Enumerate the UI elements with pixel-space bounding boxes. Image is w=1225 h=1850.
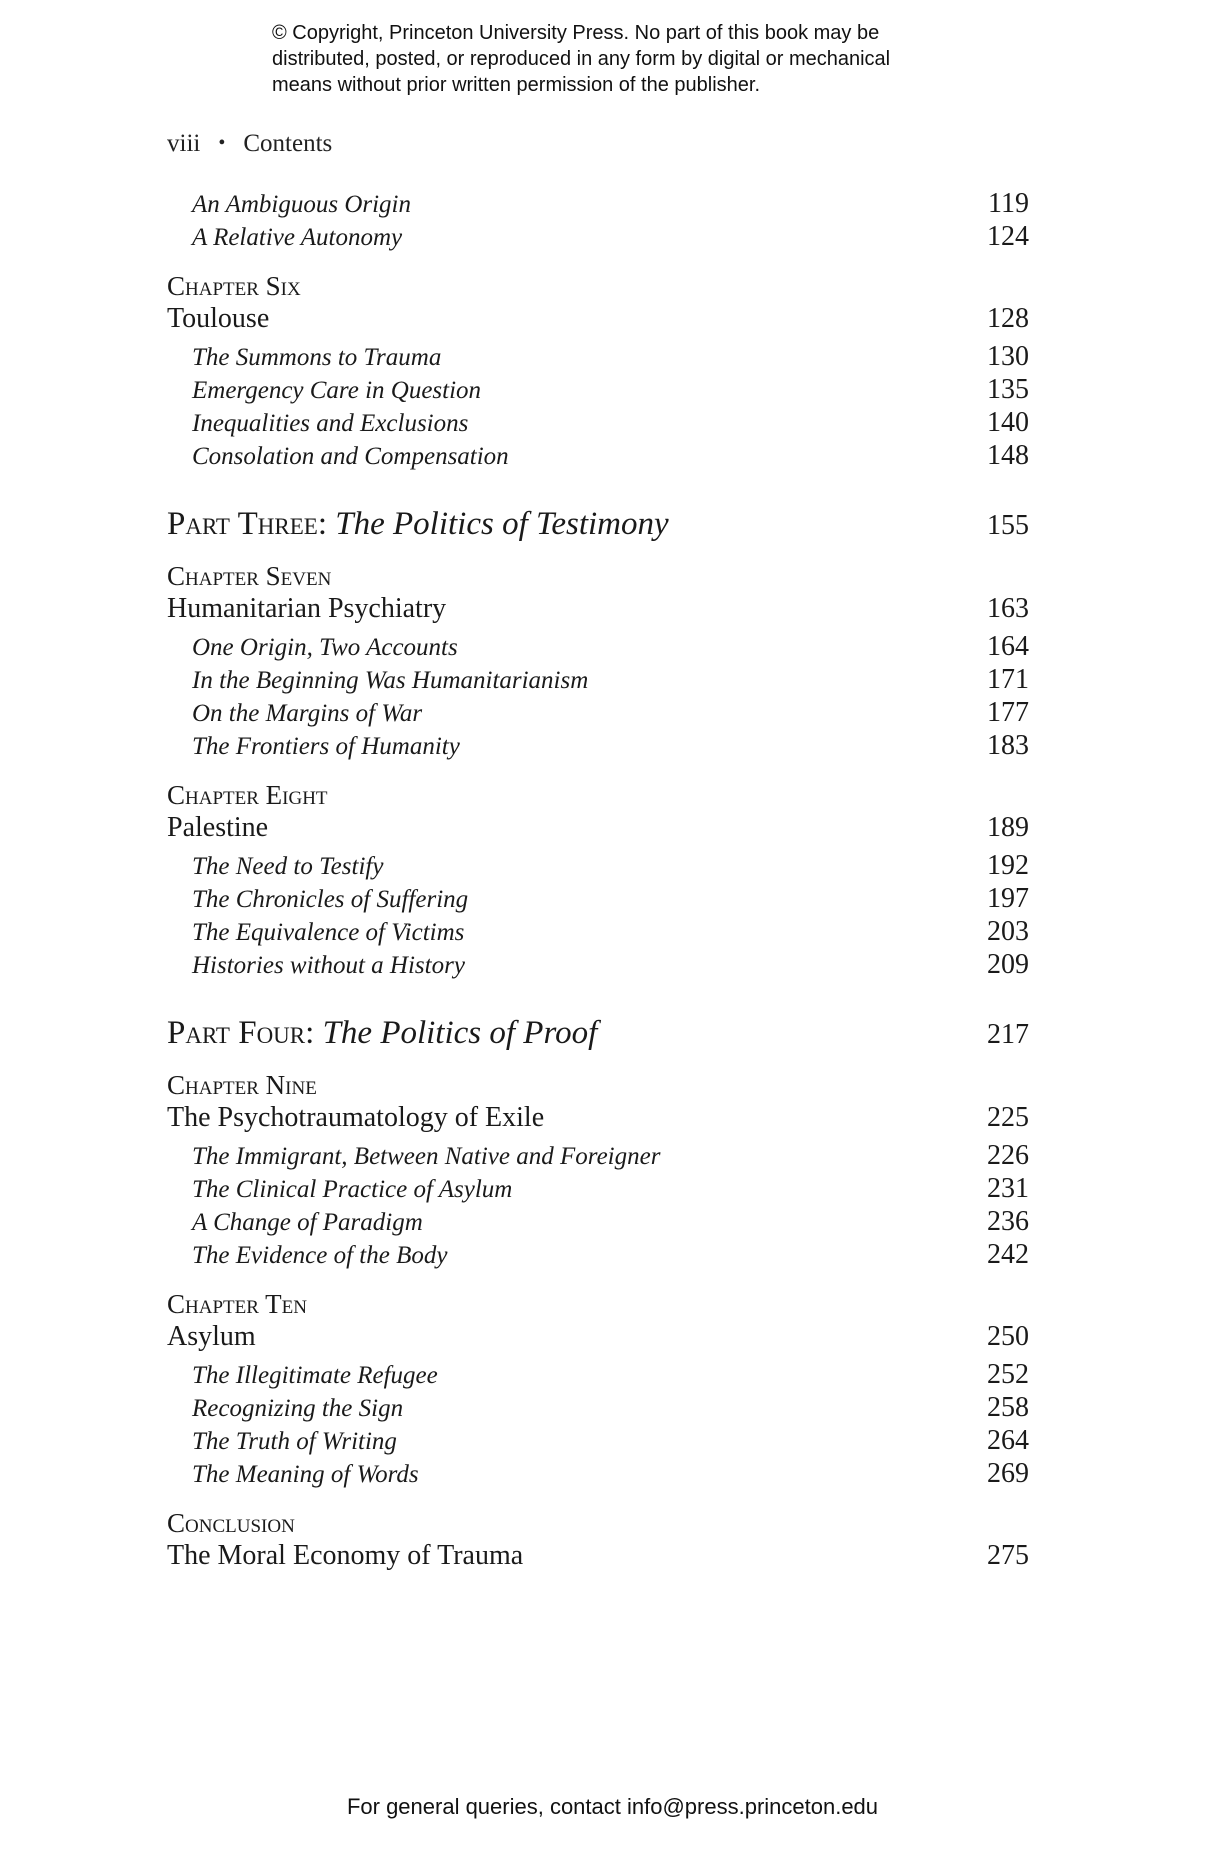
chapter-title: Humanitarian Psychiatry (167, 593, 447, 624)
section-title: An Ambiguous Origin (192, 191, 411, 218)
folio: viii (167, 130, 201, 157)
part-title (167, 506, 669, 543)
page-number: 209 (987, 949, 1029, 980)
toc-section (167, 341, 1029, 374)
contact-footer: For general queries, contact info@press.princeton.edu (346, 1794, 879, 1819)
page-number: 119 (988, 188, 1029, 219)
toc-section (167, 1206, 1029, 1239)
section-title: The Evidence of the Body (192, 1242, 448, 1269)
page-number: 128 (987, 303, 1029, 334)
chapter-label: Chapter Seven (167, 561, 332, 591)
page-number: 217 (987, 1019, 1029, 1050)
section-title: The Frontiers of Humanity (192, 733, 460, 760)
chapter-title: The Moral Economy of Trauma (167, 1540, 524, 1571)
page-number: 192 (987, 850, 1029, 881)
toc-chapter (167, 812, 1029, 850)
page-number: 269 (987, 1458, 1029, 1489)
part-prefix: Part Three: (167, 506, 328, 542)
copyright-notice (272, 20, 972, 98)
table-of-contents (167, 188, 1029, 1578)
page-number: 252 (987, 1359, 1029, 1390)
chapter-title: Toulouse (167, 303, 270, 334)
page-number: 242 (987, 1239, 1029, 1270)
part-name: The Politics of Proof (322, 1015, 598, 1051)
section-title: The Summons to Trauma (192, 344, 442, 371)
page-number: 130 (987, 341, 1029, 372)
page-number: 164 (987, 631, 1029, 662)
toc-chapter (167, 1102, 1029, 1140)
toc-section (167, 221, 1029, 254)
page-number: 275 (987, 1540, 1029, 1571)
page-number: 231 (987, 1173, 1029, 1204)
toc-section (167, 407, 1029, 440)
section-title: Recognizing the Sign (192, 1395, 404, 1422)
toc-section (167, 916, 1029, 949)
chapter-label: Chapter Six (167, 271, 301, 301)
section-title: One Origin, Two Accounts (192, 634, 458, 661)
running-head (167, 130, 332, 158)
section-title: The Clinical Practice of Asylum (192, 1176, 513, 1203)
toc-section (167, 631, 1029, 664)
page-number: 189 (987, 812, 1029, 843)
toc-section (167, 1140, 1029, 1173)
page-number: 225 (987, 1102, 1029, 1133)
bullet-separator: • (218, 132, 226, 154)
chapter-label: Chapter Ten (167, 1289, 307, 1319)
running-head-title: Contents (243, 130, 333, 157)
page-number: 203 (987, 916, 1029, 947)
section-title: Inequalities and Exclusions (192, 410, 469, 437)
section-title: Histories without a History (192, 952, 465, 979)
page-number: 226 (987, 1140, 1029, 1171)
copyright-line: distributed, posted, or reproduced in any form by digital or mechanical (272, 48, 891, 70)
page-number: 236 (987, 1206, 1029, 1237)
section-title: The Truth of Writing (192, 1428, 397, 1455)
toc-part (167, 1015, 1029, 1055)
page-number: 250 (987, 1321, 1029, 1352)
toc-chapter (167, 1321, 1029, 1359)
section-title: Emergency Care in Question (192, 377, 482, 404)
toc-section (167, 1173, 1029, 1206)
toc-section (167, 949, 1029, 982)
toc-section (167, 440, 1029, 473)
section-title: In the Beginning Was Humanitarianism (192, 667, 589, 694)
part-prefix: Part Four: (167, 1015, 315, 1051)
page-number: 171 (987, 664, 1029, 695)
page-number: 264 (987, 1425, 1029, 1456)
section-title: The Chronicles of Suffering (192, 886, 469, 913)
toc-chapter (167, 303, 1029, 341)
toc-section (167, 1239, 1029, 1272)
page-number: 135 (987, 374, 1029, 405)
section-title: The Equivalence of Victims (192, 919, 465, 946)
chapter-label: Chapter Eight (167, 780, 328, 810)
toc-section (167, 188, 1029, 221)
section-title: A Relative Autonomy (192, 224, 403, 251)
chapter-title: Palestine (167, 812, 269, 843)
page-number: 163 (987, 593, 1029, 624)
toc-section (167, 1392, 1029, 1425)
page-number: 258 (987, 1392, 1029, 1423)
toc-chapter (167, 593, 1029, 631)
part-title (167, 1015, 597, 1052)
copyright-line: © Copyright, Princeton University Press. No part of this book may be (272, 22, 880, 44)
page-number: 124 (987, 221, 1029, 252)
section-title: The Meaning of Words (192, 1461, 419, 1488)
toc-section (167, 1425, 1029, 1458)
toc-section (167, 1458, 1029, 1491)
section-title: The Illegitimate Refugee (192, 1362, 438, 1389)
chapter-label: Chapter Nine (167, 1070, 317, 1100)
page-number: 183 (987, 730, 1029, 761)
toc-section (167, 1359, 1029, 1392)
section-title: The Need to Testify (192, 853, 384, 880)
toc-section (167, 664, 1029, 697)
toc-section (167, 697, 1029, 730)
chapter-title: The Psychotraumatology of Exile (167, 1102, 545, 1133)
toc-chapter (167, 1540, 1029, 1578)
section-title: The Immigrant, Between Native and Foreigner (192, 1143, 661, 1170)
section-title: On the Margins of War (192, 700, 423, 727)
page-number: 155 (987, 510, 1029, 541)
chapter-label: Conclusion (167, 1508, 295, 1538)
toc-section (167, 730, 1029, 763)
section-title: Consolation and Compensation (192, 443, 509, 470)
part-name: The Politics of Testimony (335, 506, 669, 542)
page-number: 197 (987, 883, 1029, 914)
page-number: 177 (987, 697, 1029, 728)
toc-part (167, 506, 1029, 546)
section-title: A Change of Paradigm (192, 1209, 423, 1236)
page-number: 148 (987, 440, 1029, 471)
toc-section (167, 374, 1029, 407)
page-number: 140 (987, 407, 1029, 438)
copyright-line: means without prior written permission of the publisher. (272, 74, 761, 96)
toc-section (167, 850, 1029, 883)
chapter-title: Asylum (167, 1321, 256, 1352)
toc-section (167, 883, 1029, 916)
